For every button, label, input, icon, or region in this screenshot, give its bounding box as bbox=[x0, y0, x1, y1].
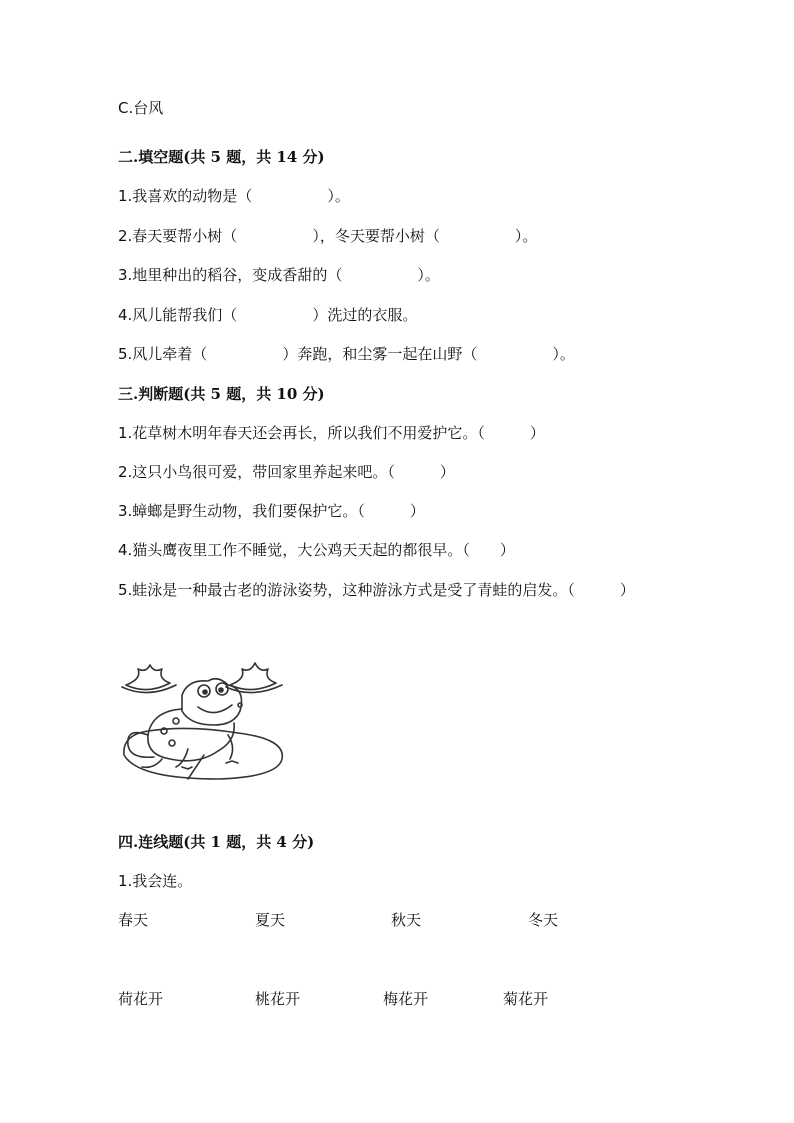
frog-on-lily-pad-image bbox=[118, 655, 288, 783]
option-c: C.台风 bbox=[118, 99, 164, 117]
season-summer: 夏天 bbox=[255, 911, 286, 929]
fill-question-1: 1.我喜欢的动物是（ ）。 bbox=[118, 187, 350, 205]
season-spring: 春天 bbox=[118, 911, 149, 929]
flower-chrysanthemum: 菊花开 bbox=[503, 990, 549, 1008]
section-4-title: 四.连线题(共 1 题，共 4 分) bbox=[118, 833, 315, 851]
fill-question-5: 5.风儿牵着（ ）奔跑，和尘雾一起在山野（ ）。 bbox=[118, 345, 575, 363]
flower-peach: 桃花开 bbox=[255, 990, 301, 1008]
fill-question-4: 4.风儿能帮我们（ ）洗过的衣服。 bbox=[118, 306, 418, 324]
section-2-title: 二.填空题(共 5 题，共 14 分) bbox=[118, 148, 325, 166]
judge-question-5: 5.蛙泳是一种最古老的游泳姿势，这种游泳方式是受了青蛙的启发。（ ） bbox=[118, 581, 635, 599]
judge-question-4: 4.猫头鹰夜里工作不睡觉，大公鸡天天起的都很早。（ ） bbox=[118, 541, 515, 559]
season-winter: 冬天 bbox=[528, 911, 559, 929]
judge-question-2: 2.这只小鸟很可爱，带回家里养起来吧。（ ） bbox=[118, 463, 455, 481]
judge-question-3: 3.蟑螂是野生动物，我们要保护它。（ ） bbox=[118, 502, 425, 520]
flower-plum: 梅花开 bbox=[383, 990, 429, 1008]
judge-question-1: 1.花草树木明年春天还会再长，所以我们不用爱护它。（ ） bbox=[118, 424, 545, 442]
section-3-title: 三.判断题(共 5 题，共 10 分) bbox=[118, 385, 325, 403]
season-autumn: 秋天 bbox=[391, 911, 422, 929]
match-question-1: 1.我会连。 bbox=[118, 872, 193, 890]
fill-question-2: 2.春天要帮小树（ ），冬天要帮小树（ ）。 bbox=[118, 227, 538, 245]
flower-lotus: 荷花开 bbox=[118, 990, 164, 1008]
fill-question-3: 3.地里种出的稻谷，变成香甜的（ ）。 bbox=[118, 266, 440, 284]
